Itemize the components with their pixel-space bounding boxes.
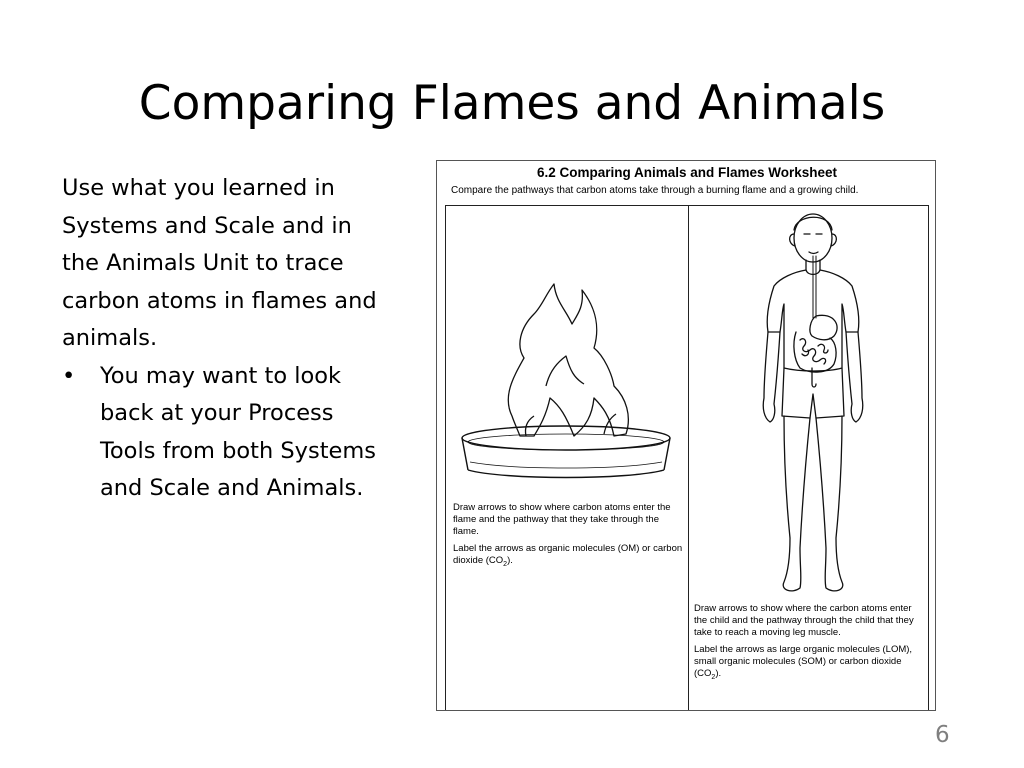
flame-instruction-2: Label the arrows as organic molecules (OM) or carbon dioxide $(CO_2)$. [453,543,683,568]
slide-title: Comparing Flames and Animals [138,76,886,131]
slide-body [62,170,392,508]
worksheet-image [436,160,936,711]
worksheet-table [445,205,929,711]
worksheet-divider [688,206,689,711]
flame-instructions [453,502,683,576]
child-instructions [694,603,924,689]
bullet-text: You may want to look back at your Process Tools from both Systems and Scale and Animals. [100,362,376,501]
child-instruction-2: Label the arrows as large organic molecules (LOM), small organic molecules (SOM) or carbon dioxide $(CO_2)$. [694,644,913,681]
slide-number: 6 [935,722,950,748]
worksheet-subtitle: Compare the pathways that carbon atoms take through a burning flame and a growing child. [451,185,859,196]
intro-paragraph: Use what you learned in Systems and Scale and in the Animals Unit to trace carbon atoms in flames and animals. [62,175,377,351]
flame-dish-illustration [454,266,684,486]
bullet-symbol: • [62,362,76,389]
child-digestive-illustration [738,208,888,603]
worksheet-title: 6.2 Comparing Animals and Flames Worksheet [536,165,838,180]
child-instruction-1: Draw arrows to show where the carbon atoms enter the child and the pathway through the child that they take to reach a moving leg muscle. [694,603,914,638]
bullet-item [62,358,392,508]
flame-instruction-1: Draw arrows to show where carbon atoms enter the flame and the pathway that they take through the flame. [453,502,671,537]
